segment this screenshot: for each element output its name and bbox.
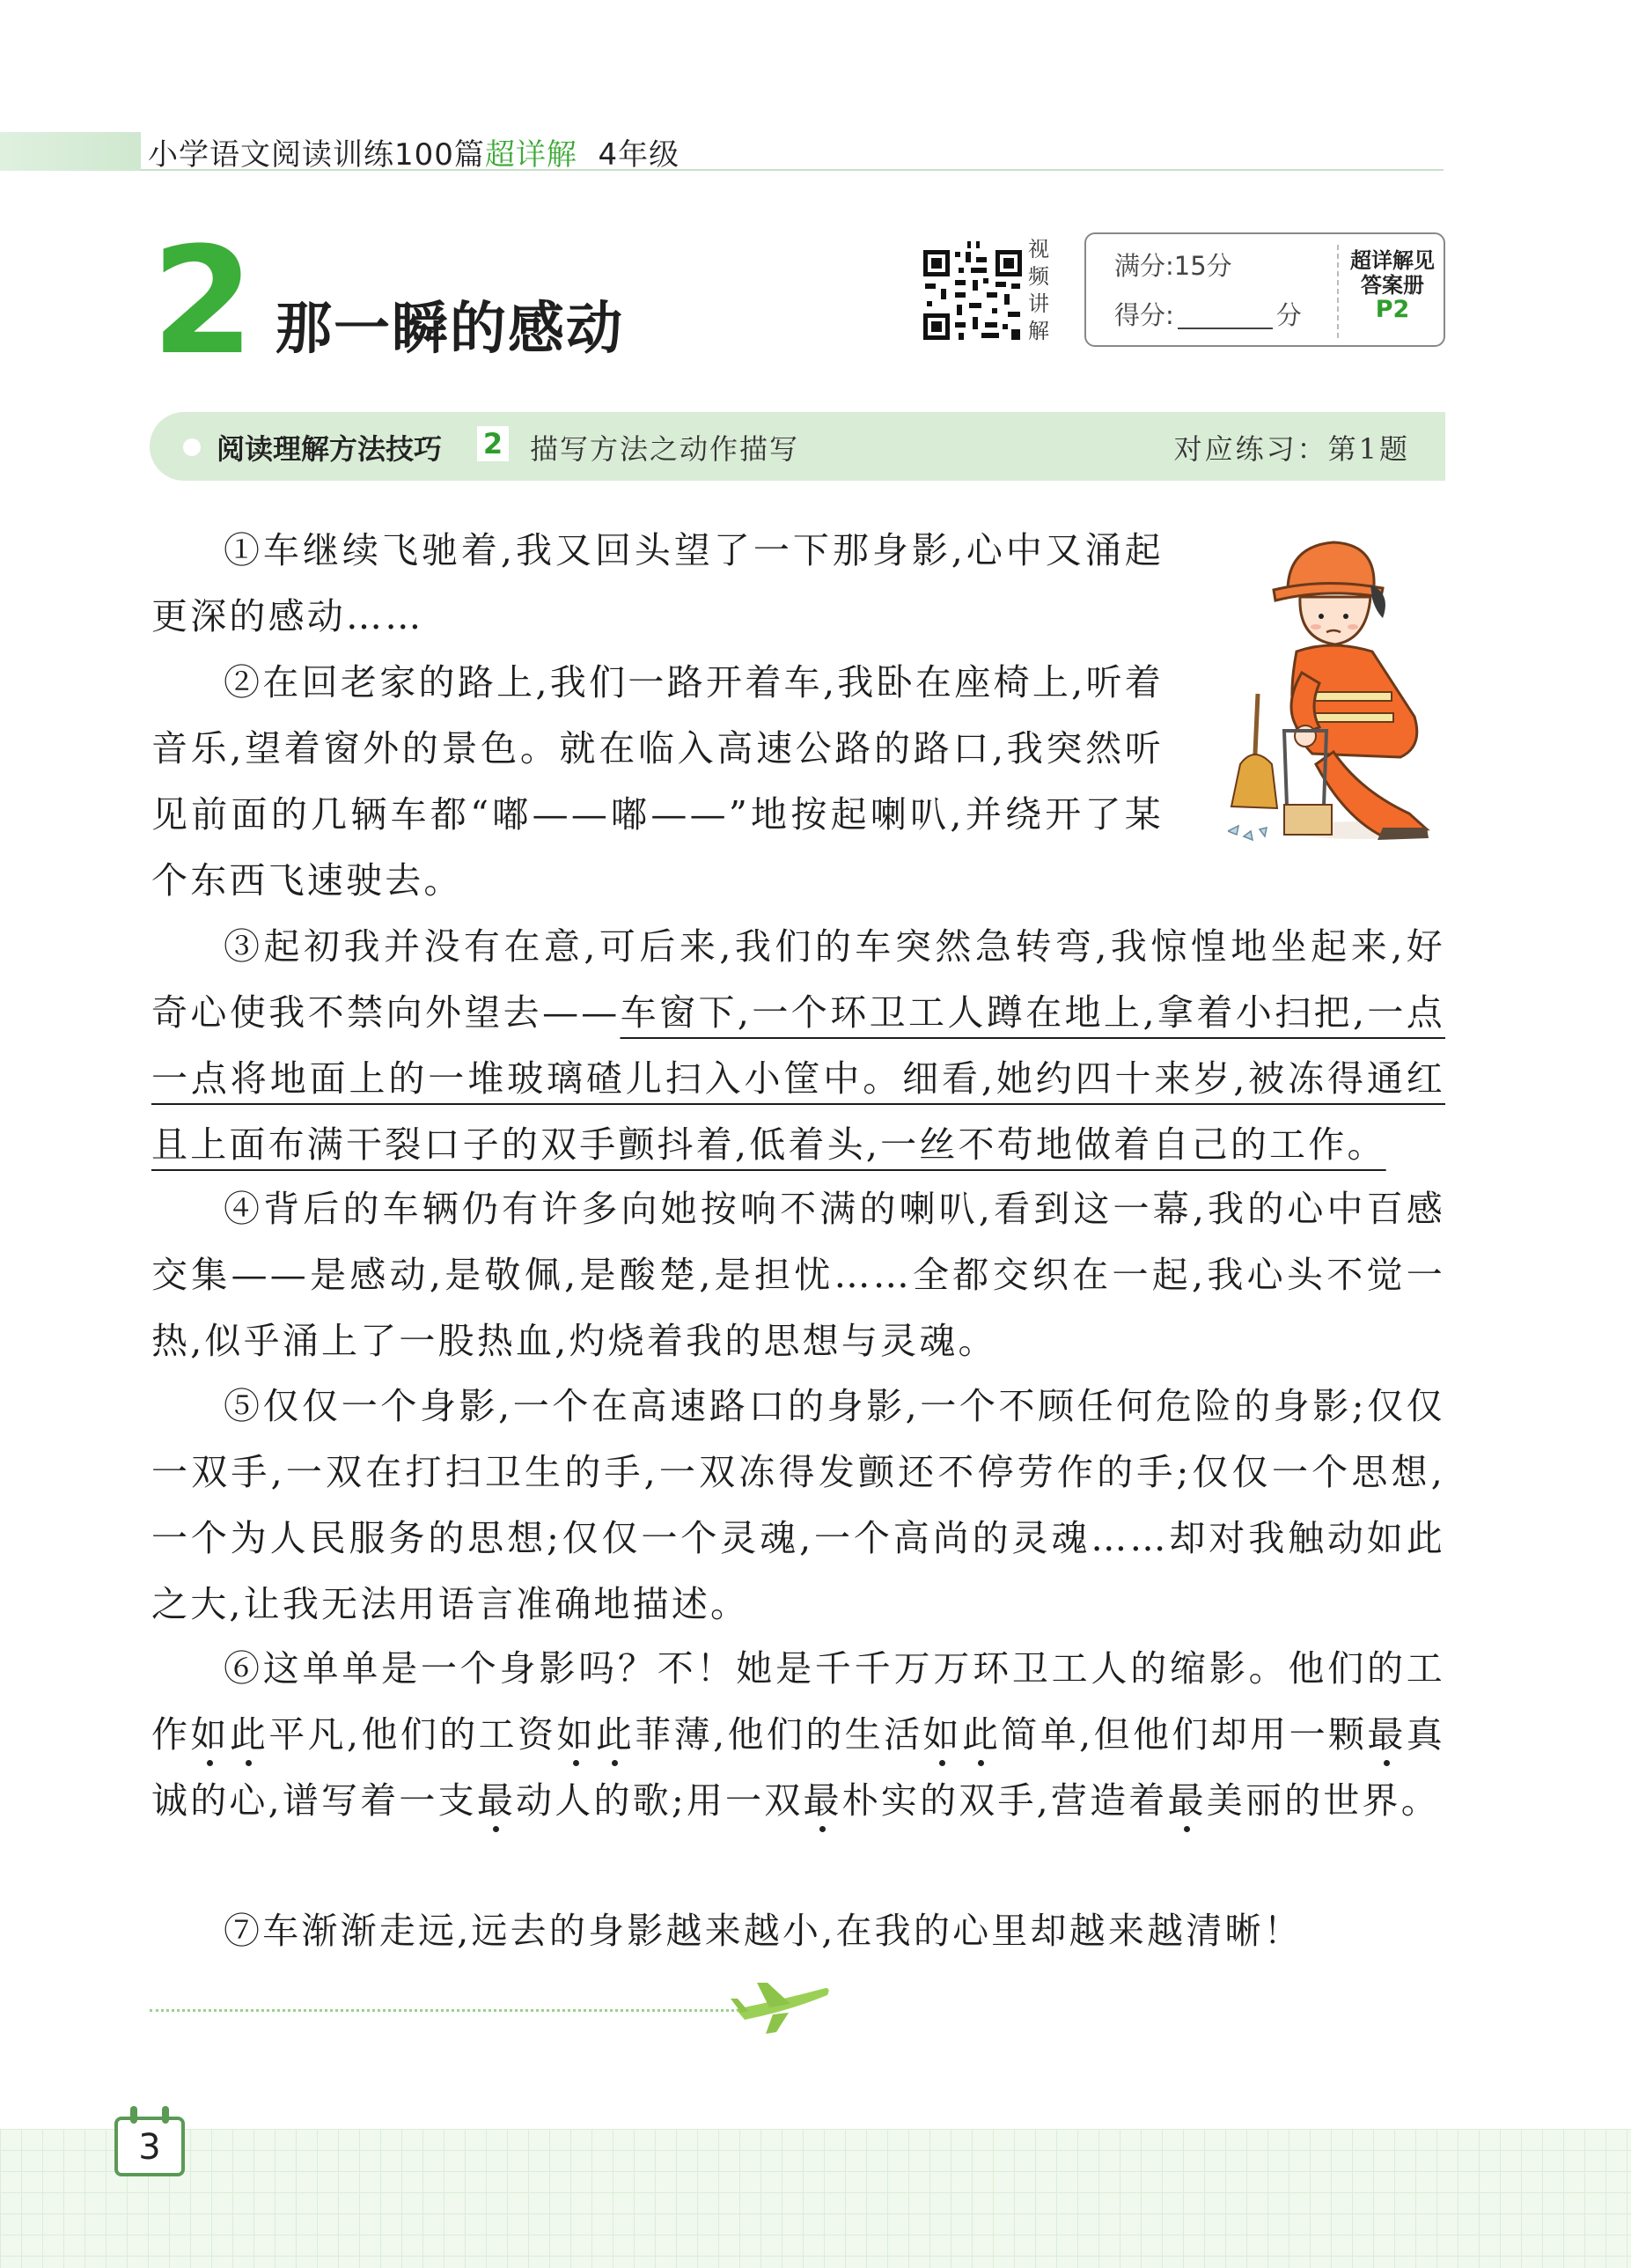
paragraph-1: ①车继续飞驰着,我又回头望了一下那身影,心中又涌起更深的感动…… bbox=[151, 529, 1164, 637]
method-bar bbox=[150, 412, 1445, 481]
qr-label-char: 讲 bbox=[1028, 291, 1049, 316]
section-end-divider bbox=[150, 2009, 739, 2012]
p6-text: 菲薄,他们的生活 bbox=[635, 1713, 923, 1756]
paragraph-3 bbox=[151, 914, 1445, 1178]
emphasis-char: 最 bbox=[1367, 1713, 1407, 1756]
practice-reference: 对应练习：第1题 bbox=[1173, 432, 1410, 466]
p6-text: 朴实的双手,营造着 bbox=[841, 1779, 1168, 1822]
emphasis-char: 如 bbox=[922, 1713, 962, 1756]
emphasis-char: 最 bbox=[476, 1779, 517, 1822]
paragraph-5: ⑤仅仅一个身影,一个在高速路口的身影,一个不顾任何危险的身影;仅仅一双手,一双在打扫卫生的手,一双冻得发颤还不停劳作的手;仅仅一个思想,一个为人民服务的思想;仅仅一个灵魂,一个高尚的灵魂……却对我触动如此之大,让我无法用语言准确地描述。 bbox=[151, 1385, 1445, 1625]
page-number: 3 bbox=[138, 2127, 161, 2168]
answer-line: 超详解见 bbox=[1350, 248, 1435, 273]
book-title bbox=[148, 130, 680, 173]
method-subtitle: 描写方法之动作描写 bbox=[530, 432, 800, 466]
p6-text: ⑥这单单是一个身影吗？不！她是千千万万环卫工人的缩影。他们的工作 bbox=[151, 1647, 1445, 1756]
answer-reference bbox=[1343, 248, 1442, 322]
bullet-icon bbox=[183, 438, 201, 456]
p6-text: 美丽的世界。 bbox=[1206, 1779, 1440, 1822]
emphasis-char: 此 bbox=[229, 1713, 269, 1756]
got-score-label: 得分: bbox=[1114, 300, 1174, 330]
answer-page: P2 bbox=[1375, 296, 1410, 323]
score-box bbox=[1084, 232, 1445, 347]
chapter-title: 那一瞬的感动 bbox=[276, 297, 624, 362]
header-strip bbox=[0, 132, 141, 171]
chapter-number: 2 bbox=[151, 215, 254, 387]
score-divider bbox=[1337, 245, 1339, 338]
p6-text: 平凡,他们的工资 bbox=[268, 1713, 557, 1756]
emphasis-char: 此 bbox=[595, 1713, 636, 1756]
page-number-box bbox=[114, 2117, 185, 2176]
p6-text: 动人的歌;用一双 bbox=[516, 1779, 804, 1822]
p6-text: 简单,但他们却用一颗 bbox=[1001, 1713, 1368, 1756]
emphasis-char: 如 bbox=[556, 1713, 596, 1756]
score-blank[interactable] bbox=[1178, 305, 1273, 329]
qr-label-char: 频 bbox=[1028, 264, 1049, 289]
book-title-highlight: 超详解 bbox=[484, 137, 577, 173]
calendar-ring-icon bbox=[162, 2106, 169, 2124]
book-title-text: 小学语文阅读训练100篇 bbox=[148, 137, 485, 173]
footer-grid-band bbox=[0, 2129, 1631, 2268]
qr-label bbox=[1025, 236, 1053, 345]
paragraph-7: ⑦车渐渐走远,远去的身影越来越小,在我的心里却越来越清晰！ bbox=[224, 1910, 1303, 1952]
answer-line: 答案册 bbox=[1361, 273, 1424, 298]
paragraph-4: ④背后的车辆仍有许多向她按响不满的喇叭,看到这一幕,我的心中百感交集——是感动,是敬佩,是酸楚,是担忧……全都交织在一起,我心头不觉一热,似乎涌上了一股热血,灼烧着我的思想与灵魂。 bbox=[151, 1188, 1445, 1362]
book-grade: 4年级 bbox=[598, 137, 680, 173]
qr-code-icon[interactable] bbox=[920, 238, 1025, 343]
emphasis-char: 如 bbox=[190, 1713, 230, 1756]
qr-label-char: 解 bbox=[1028, 319, 1049, 343]
calendar-ring-icon bbox=[130, 2106, 137, 2124]
emphasis-char: 最 bbox=[803, 1779, 842, 1822]
underlined-action-description: 车窗下,一个环卫工人蹲在地上,拿着小扫把,一点一点将地面上的一堆玻璃碴儿扫入小筐中。细看,她约四十来岁,被冻得通红且上面布满干裂口子的双手颤抖着,低着头,一丝不苟地做着自己的工作。 bbox=[151, 991, 1445, 1166]
emphasis-char: 此 bbox=[961, 1713, 1002, 1756]
paragraph-6 bbox=[151, 1636, 1445, 1834]
paragraph-3-intro: ③起初我并没有在意,可后来,我们的车突然急转弯,我惊惶地坐起来,好奇心使我不禁向外望去—— bbox=[151, 925, 1445, 1034]
p6-text: 真诚的心,谱写着一支 bbox=[151, 1713, 1445, 1822]
got-score bbox=[1114, 296, 1302, 332]
sanitation-worker-illustration bbox=[1228, 526, 1448, 852]
emphasis-char: 最 bbox=[1167, 1779, 1207, 1822]
airplane-icon bbox=[727, 1969, 833, 2039]
method-title: 阅读理解方法技巧 bbox=[217, 432, 443, 466]
got-score-unit: 分 bbox=[1275, 300, 1302, 330]
method-number: 2 bbox=[477, 426, 509, 461]
full-score: 满分:15分 bbox=[1114, 251, 1232, 281]
paragraph-2: ②在回老家的路上,我们一路开着车,我卧在座椅上,听着音乐,望着窗外的景色。就在临入高速公路的路口,我突然听见前面的几辆车都“嘟——嘟——”地按起喇叭,并绕开了某个东西飞速驶去。 bbox=[151, 661, 1164, 902]
qr-label-char: 视 bbox=[1028, 237, 1049, 261]
